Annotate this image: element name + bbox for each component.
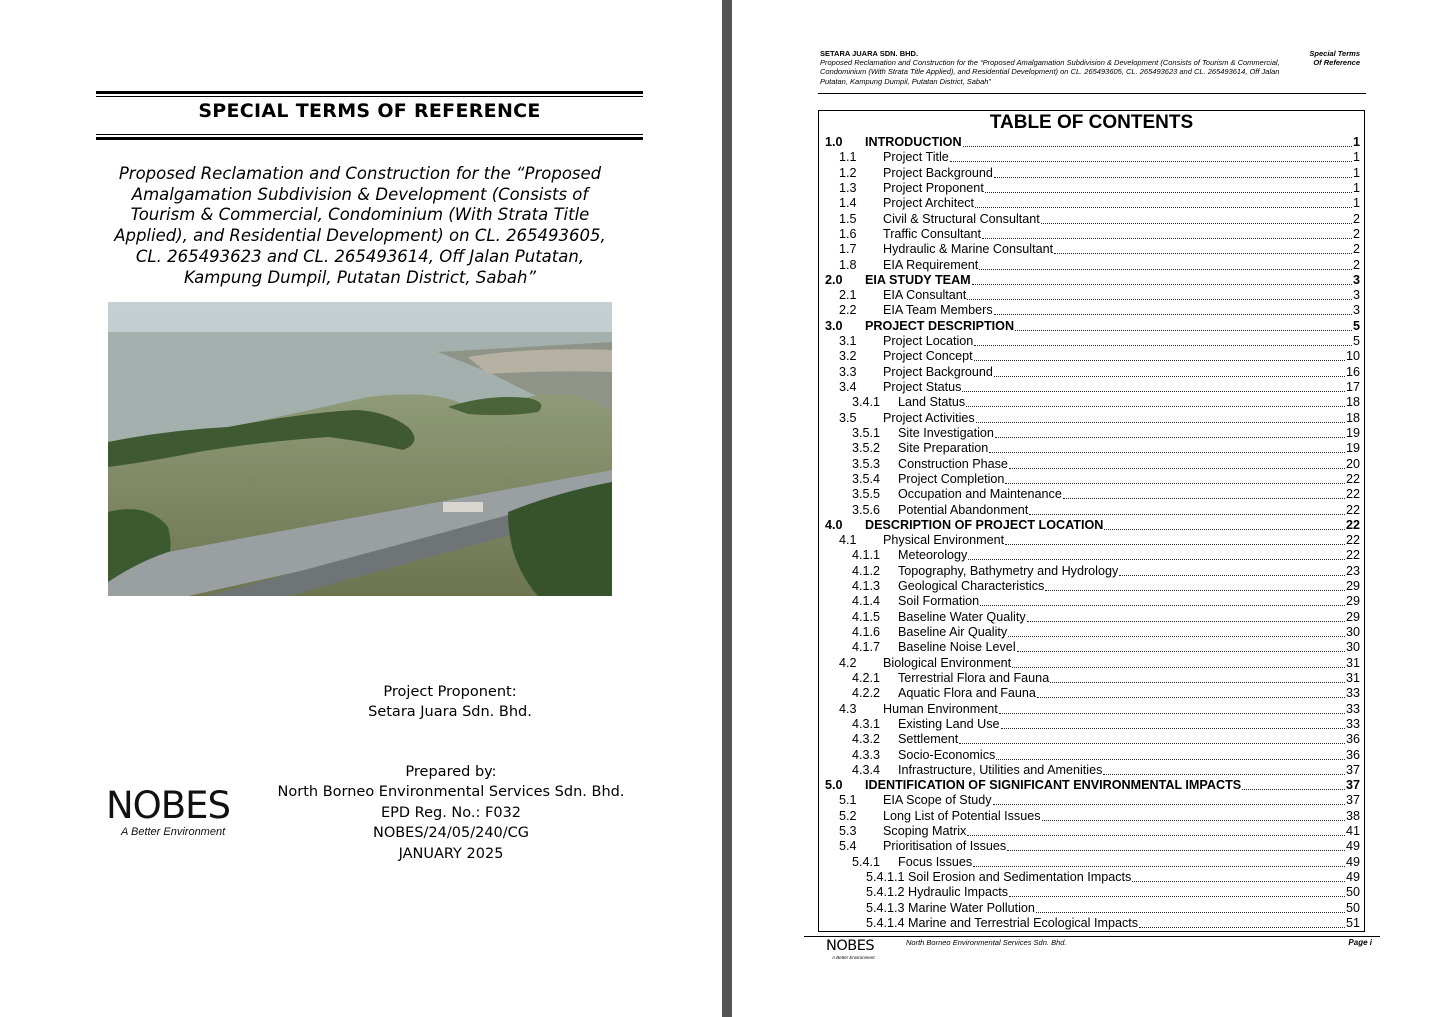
toc-entry-number: 3.5.2 [852, 441, 881, 456]
toc-entry-label: Civil & Structural Consultant [883, 211, 1040, 226]
toc-entry-page: 51 [1345, 915, 1360, 930]
toc-entry-number: 3.4.1 [852, 395, 881, 410]
footer-rule [804, 936, 1380, 937]
toc-dot-leader [1104, 518, 1345, 530]
toc-dot-leader [1132, 870, 1345, 882]
toc-entry[interactable] [825, 349, 1360, 364]
logo-tagline: A Better Environment [121, 826, 226, 838]
toc-entry-number: 4.1.7 [852, 640, 881, 655]
toc-entry-label: IDENTIFICATION OF SIGNIFICANT ENVIRONMENTAL IMPACTS [865, 778, 1242, 793]
toc-entry-label: EIA Requirement [883, 257, 979, 272]
header-doc-line2: Of Reference [1313, 58, 1360, 68]
toc-entry-page: 33 [1345, 686, 1360, 701]
toc-entry-label: EIA STUDY TEAM [865, 272, 971, 287]
toc-entry-number: 5.4 [839, 839, 857, 854]
toc-entry-number: 3.1 [839, 334, 857, 349]
toc-entry-label: Scoping Matrix [883, 824, 967, 839]
toc-dot-leader [975, 196, 1352, 208]
toc-entry-label: PROJECT DESCRIPTION [865, 318, 1015, 333]
toc-entry-page: 1 [1352, 196, 1360, 211]
toc-entry[interactable] [825, 870, 1360, 885]
toc-entry-number: 4.3.2 [852, 732, 881, 747]
toc-dot-leader [1045, 579, 1345, 591]
toc-entry-label: Hydraulic & Marine Consultant [883, 242, 1054, 257]
toc-dot-leader [1001, 717, 1345, 729]
toc-entry-number: 4.3 [839, 701, 857, 716]
toc-entry-page: 1 [1352, 180, 1360, 195]
toc-dot-leader [982, 227, 1352, 239]
toc-entry-page: 29 [1345, 579, 1360, 594]
cover-date: JANUARY 2025 [398, 845, 504, 862]
toc-entry-page: 38 [1345, 808, 1360, 823]
toc-entry-page: 16 [1345, 364, 1360, 379]
toc-entry-number: 5.0 [825, 778, 843, 793]
toc-entry[interactable] [825, 686, 1360, 701]
toc-entry-page: 2 [1352, 242, 1360, 257]
toc-entry-number: 5.3 [839, 824, 857, 839]
preparer-name: North Borneo Environmental Services Sdn. Bhd. [277, 784, 625, 801]
toc-entry-number: 4.2.2 [852, 686, 881, 701]
toc-entry-page: 22 [1345, 471, 1360, 486]
toc-entry-label: EIA Team Members [883, 303, 993, 318]
toc-dot-leader [968, 548, 1345, 560]
toc-dot-leader [1027, 610, 1345, 622]
toc-entry-label: DESCRIPTION OF PROJECT LOCATION [865, 517, 1104, 532]
header-rule [818, 93, 1366, 94]
toc-entry-label: Geological Characteristics [898, 579, 1045, 594]
toc-entry-page: 49 [1345, 854, 1360, 869]
toc-entry-number: 4.2.1 [852, 670, 881, 685]
toc-entry[interactable] [825, 885, 1360, 900]
toc-page [732, 0, 1451, 1017]
toc-entry-number: 4.1.5 [852, 609, 881, 624]
toc-entry-label: Focus Issues [898, 854, 973, 869]
cover-top-rule [96, 91, 643, 94]
toc-dot-leader [1029, 503, 1345, 515]
toc-entry-label: 5.4.1.4 Marine and Terrestrial Ecological Impacts [866, 915, 1139, 930]
toc-entry-page: 3 [1352, 272, 1360, 287]
toc-entry-number: 4.1.2 [852, 563, 881, 578]
footer-logo-tagline: A Better Environment [832, 955, 875, 960]
toc-entry-number: 1.7 [839, 242, 857, 257]
toc-dot-leader [973, 855, 1345, 867]
cover-title: SPECIAL TERMS OF REFERENCE [198, 100, 541, 122]
toc-entry[interactable] [825, 610, 1360, 625]
toc-entry-number: 2.1 [839, 288, 857, 303]
toc-entry-number: 5.4.1 [852, 854, 881, 869]
toc-entry-label: Project Background [883, 364, 993, 379]
prepared-block [262, 762, 640, 864]
toc-entry-label: Prioritisation of Issues [883, 839, 1007, 854]
toc-entry-page: 29 [1345, 609, 1360, 624]
toc-entry[interactable] [825, 809, 1360, 824]
toc-dot-leader [967, 824, 1345, 836]
toc-dot-leader [950, 150, 1352, 162]
toc-entry-number: 3.5 [839, 410, 857, 425]
toc-entry[interactable] [825, 135, 1360, 150]
toc-dot-leader [1012, 656, 1345, 668]
toc-entry-number: 4.2 [839, 655, 857, 670]
toc-entry-number: 4.3.3 [852, 747, 881, 762]
toc-entry-page: 31 [1345, 655, 1360, 670]
toc-entry-label: Project Background [883, 165, 993, 180]
toc-entry-page: 37 [1345, 793, 1360, 808]
toc-entry-label: Project Activities [883, 410, 975, 425]
toc-entry-page: 20 [1345, 456, 1360, 471]
footer-page-number: Page i [1348, 938, 1372, 947]
toc-entry-number: 5.2 [839, 808, 857, 823]
toc-entry[interactable] [825, 916, 1360, 931]
toc-entry-page: 22 [1345, 487, 1360, 502]
toc-entry-label: Human Environment [883, 701, 998, 716]
toc-dot-leader [1015, 319, 1352, 331]
toc-entry-number: 4.3.1 [852, 716, 881, 731]
prepared-label: Prepared by: [405, 764, 497, 780]
toc-entry-page: 19 [1345, 425, 1360, 440]
toc-entry-page: 41 [1345, 824, 1360, 839]
toc-entry[interactable] [825, 426, 1360, 441]
toc-dot-leader [959, 732, 1345, 744]
toc-entry[interactable] [825, 702, 1360, 717]
toc-entry-number: 3.4 [839, 380, 857, 394]
toc-entry-page: 2 [1352, 226, 1360, 241]
toc-entry-page: 22 [1345, 517, 1360, 532]
toc-entry[interactable] [825, 901, 1360, 916]
toc-entry-number: 2.2 [839, 303, 857, 318]
toc-entry-label: Aquatic Flora and Fauna [898, 686, 1036, 701]
toc-entry-page: 5 [1352, 334, 1360, 349]
header-project: Proposed Reclamation and Construction for the “Proposed Amalgamation Subdivision & Development (Consists of Tourism & Commercial, Condominium (With Strata Title Applied), and Residential Development) on CL. 265493605, CL. 265493623 and CL. 265493614, Off Jalan Putatan, Kampung Dumpil, Putatan District, Sabah” [820, 58, 1280, 86]
toc-entry-number: 4.1 [839, 533, 857, 548]
toc-entry[interactable] [825, 395, 1360, 410]
footer-nobes-logo [826, 937, 886, 961]
toc-dot-leader [972, 273, 1352, 285]
toc-entry-label: Project Location [883, 334, 974, 349]
toc-entry-label: Long List of Potential Issues [883, 808, 1041, 823]
toc-entry[interactable] [825, 548, 1360, 563]
toc-dot-leader [962, 380, 1345, 392]
toc-dot-leader [974, 334, 1352, 346]
toc-dot-leader [963, 135, 1352, 147]
toc-entry[interactable] [825, 319, 1360, 334]
toc-dot-leader [1017, 640, 1345, 652]
toc-entry[interactable] [825, 288, 1360, 303]
toc-dot-leader [967, 288, 1352, 300]
toc-entry-label: Project Proponent [883, 180, 984, 195]
toc-entry[interactable] [825, 196, 1360, 211]
toc-entry[interactable] [825, 365, 1360, 380]
toc-entry-page: 37 [1345, 778, 1360, 793]
toc-entry[interactable] [825, 487, 1360, 502]
doc-reference: NOBES/24/05/240/CG [372, 825, 530, 842]
toc-entry-page: 49 [1345, 839, 1360, 854]
aerial-photo [108, 302, 612, 596]
toc-dot-leader [979, 258, 1352, 270]
toc-entry-number: 1.4 [839, 196, 857, 211]
header-doc-title [1280, 49, 1360, 68]
toc-entry-page: 33 [1345, 716, 1360, 731]
toc-entry[interactable] [825, 334, 1360, 349]
toc-dot-leader [1009, 885, 1345, 897]
toc-entry[interactable] [825, 656, 1360, 671]
toc-dot-leader [966, 395, 1345, 407]
toc-dot-leader [1119, 564, 1345, 576]
toc-entry-label: Traffic Consultant [883, 226, 981, 241]
toc-entry-number: 3.2 [839, 349, 857, 364]
toc-entry[interactable] [825, 763, 1360, 778]
toc-entry-label: Occupation and Maintenance [898, 487, 1062, 502]
toc-entry-label: Baseline Air Quality [898, 625, 1008, 639]
toc-dot-leader [980, 594, 1345, 606]
toc-entry[interactable] [825, 594, 1360, 609]
toc-entry-page: 36 [1345, 732, 1360, 747]
toc-entry-number: 5.1 [839, 793, 857, 808]
toc-box [818, 110, 1365, 932]
toc-entry-page: 29 [1345, 594, 1360, 609]
toc-entry-label: Baseline Noise Level [898, 640, 1016, 655]
toc-entry-page: 30 [1345, 640, 1360, 655]
toc-entry-label: EIA Scope of Study [883, 793, 992, 808]
toc-entry-label: Project Title [883, 150, 949, 165]
toc-entry[interactable] [825, 671, 1360, 686]
toc-dot-leader [1139, 916, 1345, 928]
toc-dot-leader [1037, 686, 1345, 698]
toc-entry-number: 4.1.3 [852, 579, 881, 594]
toc-entry-label: Soil Formation [898, 594, 980, 609]
toc-entry-number: 1.8 [839, 257, 857, 272]
toc-dot-leader [999, 702, 1345, 714]
toc-entry[interactable] [825, 150, 1360, 165]
proponent-label: Project Proponent: [383, 684, 517, 700]
toc-entry-page: 33 [1345, 701, 1360, 716]
toc-entry-label: Physical Environment [883, 533, 1005, 548]
toc-dot-leader [976, 411, 1345, 423]
toc-entry[interactable] [825, 411, 1360, 426]
toc-dot-leader [1242, 778, 1345, 790]
toc-entry-number: 3.5.6 [852, 502, 881, 517]
header-company: SETARA JUARA SDN. BHD. [820, 49, 919, 58]
toc-entry-page: 22 [1345, 548, 1360, 563]
toc-entry-page: 1 [1352, 165, 1360, 180]
toc-entry[interactable] [825, 242, 1360, 257]
toc-entry[interactable] [825, 625, 1360, 640]
toc-entry-number: 1.2 [839, 165, 857, 180]
toc-entry-label: 5.4.1.1 Soil Erosion and Sedimentation Impacts [866, 870, 1132, 884]
toc-entry[interactable] [825, 227, 1360, 242]
toc-entry-number: 2.0 [825, 272, 843, 287]
nobes-logo [106, 786, 266, 842]
toc-entry[interactable] [825, 748, 1360, 763]
toc-entry[interactable] [825, 380, 1360, 395]
toc-entry-number: 3.0 [825, 318, 843, 333]
toc-dot-leader [1036, 901, 1345, 913]
toc-entry-label: Site Investigation [898, 425, 994, 440]
toc-dot-leader [1050, 671, 1345, 683]
header-doc-line1: Special Terms [1309, 49, 1360, 58]
logo-wordmark: NOBES [106, 784, 231, 827]
toc-entry-page: 30 [1345, 625, 1360, 639]
toc-entry-label: 5.4.1.3 Marine Water Pollution [866, 900, 1035, 915]
toc-entry-page: 17 [1345, 380, 1360, 394]
toc-entry[interactable] [825, 441, 1360, 456]
toc-entry-number: 4.1.4 [852, 594, 881, 609]
toc-entry-page: 2 [1352, 211, 1360, 226]
toc-entry-label: Meteorology [898, 548, 968, 563]
toc-entry[interactable] [825, 579, 1360, 594]
footer-company: North Borneo Environmental Services Sdn. Bhd. [906, 938, 1067, 947]
toc-entry-label: EIA Consultant [883, 288, 967, 303]
toc-entry-number: 3.5.3 [852, 456, 881, 471]
toc-entry-page: 22 [1345, 533, 1360, 548]
toc-entry-page: 2 [1352, 257, 1360, 272]
toc-entry-label: Topography, Bathymetry and Hydrology [898, 563, 1119, 578]
toc-entry-label: Baseline Water Quality [898, 609, 1026, 624]
toc-title: TABLE OF CONTENTS [989, 112, 1194, 133]
toc-dot-leader [1054, 242, 1352, 254]
toc-entry-label: INTRODUCTION [865, 135, 962, 149]
toc-entry-label: Existing Land Use [898, 716, 1000, 731]
proponent-name: Setara Juara Sdn. Bhd. [368, 704, 532, 721]
toc-entry-number: 3.5.5 [852, 487, 881, 502]
toc-dot-leader [1005, 472, 1345, 484]
toc-entry-page: 19 [1345, 441, 1360, 456]
toc-entry-label: Project Concept [883, 349, 973, 364]
toc-entry-page: 3 [1352, 303, 1360, 318]
toc-entry-label: Settlement [898, 732, 959, 747]
toc-entry[interactable] [825, 855, 1360, 870]
toc-dot-leader [1042, 809, 1345, 821]
toc-entry-page: 1 [1352, 150, 1360, 165]
toc-entry-number: 4.3.4 [852, 762, 881, 777]
toc-entry-page: 23 [1345, 563, 1360, 578]
toc-entry[interactable] [825, 518, 1360, 533]
toc-entry-page: 1 [1352, 135, 1360, 149]
epd-reg: EPD Reg. No.: F032 [380, 804, 522, 821]
toc-entry[interactable] [825, 472, 1360, 487]
toc-entry[interactable] [825, 258, 1360, 273]
toc-entry[interactable] [825, 212, 1360, 227]
toc-entry-number: 1.1 [839, 150, 857, 165]
toc-entry-label: 5.4.1.2 Hydraulic Impacts [866, 885, 1009, 900]
toc-entry-number: 4.0 [825, 517, 843, 532]
toc-entry-page: 36 [1345, 747, 1360, 762]
toc-entry-label: Infrastructure, Utilities and Amenities [898, 762, 1103, 777]
toc-entry-page: 31 [1345, 670, 1360, 685]
toc-entry[interactable] [825, 166, 1360, 181]
toc-list [825, 135, 1360, 931]
toc-entry[interactable] [825, 793, 1360, 808]
cover-bottom-rule-thin [96, 134, 643, 135]
toc-dot-leader [1103, 763, 1345, 775]
toc-entry-page: 50 [1345, 900, 1360, 915]
toc-dot-leader [993, 793, 1345, 805]
toc-entry-page: 49 [1345, 870, 1360, 884]
cover-bottom-rule [96, 137, 643, 140]
toc-dot-leader [1008, 625, 1345, 637]
toc-entry-page: 18 [1345, 410, 1360, 425]
cover-project-title: Proposed Reclamation and Construction for the “Proposed Amalgamation Subdivision & Development (Consists of Tourism & Commercial, Condominium (With Strata Title Applied), and Residential Development) on CL. 265493605, CL. 265493623 and CL. 265493614, Off Jalan Putatan, Kampung Dumpil, Putatan District, Sabah” [114, 164, 606, 287]
cover-page [0, 0, 722, 1017]
toc-dot-leader [1009, 457, 1345, 469]
toc-entry-label: Project Completion [898, 471, 1005, 486]
toc-entry[interactable] [825, 457, 1360, 472]
toc-entry-page: 5 [1352, 318, 1360, 333]
toc-entry[interactable] [825, 564, 1360, 579]
page-gutter [722, 0, 732, 1017]
toc-entry-label: Biological Environment [883, 655, 1012, 670]
toc-entry[interactable] [825, 503, 1360, 518]
toc-entry-number: 1.3 [839, 180, 857, 195]
toc-entry[interactable] [825, 778, 1360, 793]
toc-entry-number: 1.0 [825, 135, 843, 149]
toc-entry-number: 4.1.6 [852, 625, 881, 639]
toc-dot-leader [989, 441, 1345, 453]
toc-dot-leader [996, 748, 1345, 760]
toc-entry[interactable] [825, 824, 1360, 839]
toc-entry[interactable] [825, 732, 1360, 747]
toc-dot-leader [995, 426, 1345, 438]
toc-entry-page: 22 [1345, 502, 1360, 517]
toc-dot-leader [994, 365, 1345, 377]
toc-entry[interactable] [825, 303, 1360, 318]
cover-top-rule-thin [96, 96, 643, 97]
toc-entry-label: Site Preparation [898, 441, 989, 456]
toc-dot-leader [1007, 839, 1345, 851]
toc-entry[interactable] [825, 273, 1360, 288]
toc-entry-label: Terrestrial Flora and Fauna [898, 670, 1050, 685]
toc-entry[interactable] [825, 717, 1360, 732]
toc-entry[interactable] [825, 533, 1360, 548]
toc-entry-number: 4.1.1 [852, 548, 881, 563]
toc-dot-leader [1063, 487, 1345, 499]
toc-entry[interactable] [825, 181, 1360, 196]
toc-entry[interactable] [825, 839, 1360, 854]
toc-entry-page: 10 [1345, 349, 1360, 364]
footer-logo-wordmark: NOBES [826, 938, 875, 954]
toc-entry-page: 18 [1345, 395, 1360, 410]
toc-entry-number: 3.5.4 [852, 471, 881, 486]
toc-entry-number: 3.3 [839, 364, 857, 379]
toc-dot-leader [985, 181, 1352, 193]
toc-entry-page: 3 [1352, 288, 1360, 303]
toc-dot-leader [1005, 533, 1345, 545]
toc-entry-label: Potential Abandonment [898, 502, 1029, 517]
toc-entry-label: Construction Phase [898, 456, 1008, 471]
toc-entry[interactable] [825, 640, 1360, 655]
toc-dot-leader [994, 166, 1352, 178]
toc-entry-label: Land Status [898, 395, 966, 410]
toc-entry-label: Socio-Economics [898, 747, 996, 762]
toc-entry-number: 1.6 [839, 226, 857, 241]
toc-dot-leader [1041, 212, 1352, 224]
toc-entry-number: 1.5 [839, 211, 857, 226]
toc-entry-number: 3.5.1 [852, 425, 881, 440]
toc-entry-label: Project Architect [883, 196, 974, 211]
toc-entry-page: 37 [1345, 762, 1360, 777]
toc-dot-leader [974, 349, 1345, 361]
toc-dot-leader [994, 303, 1352, 315]
proponent-block [330, 682, 570, 723]
toc-entry-page: 50 [1345, 885, 1360, 900]
toc-entry-label: Project Status [883, 380, 962, 394]
